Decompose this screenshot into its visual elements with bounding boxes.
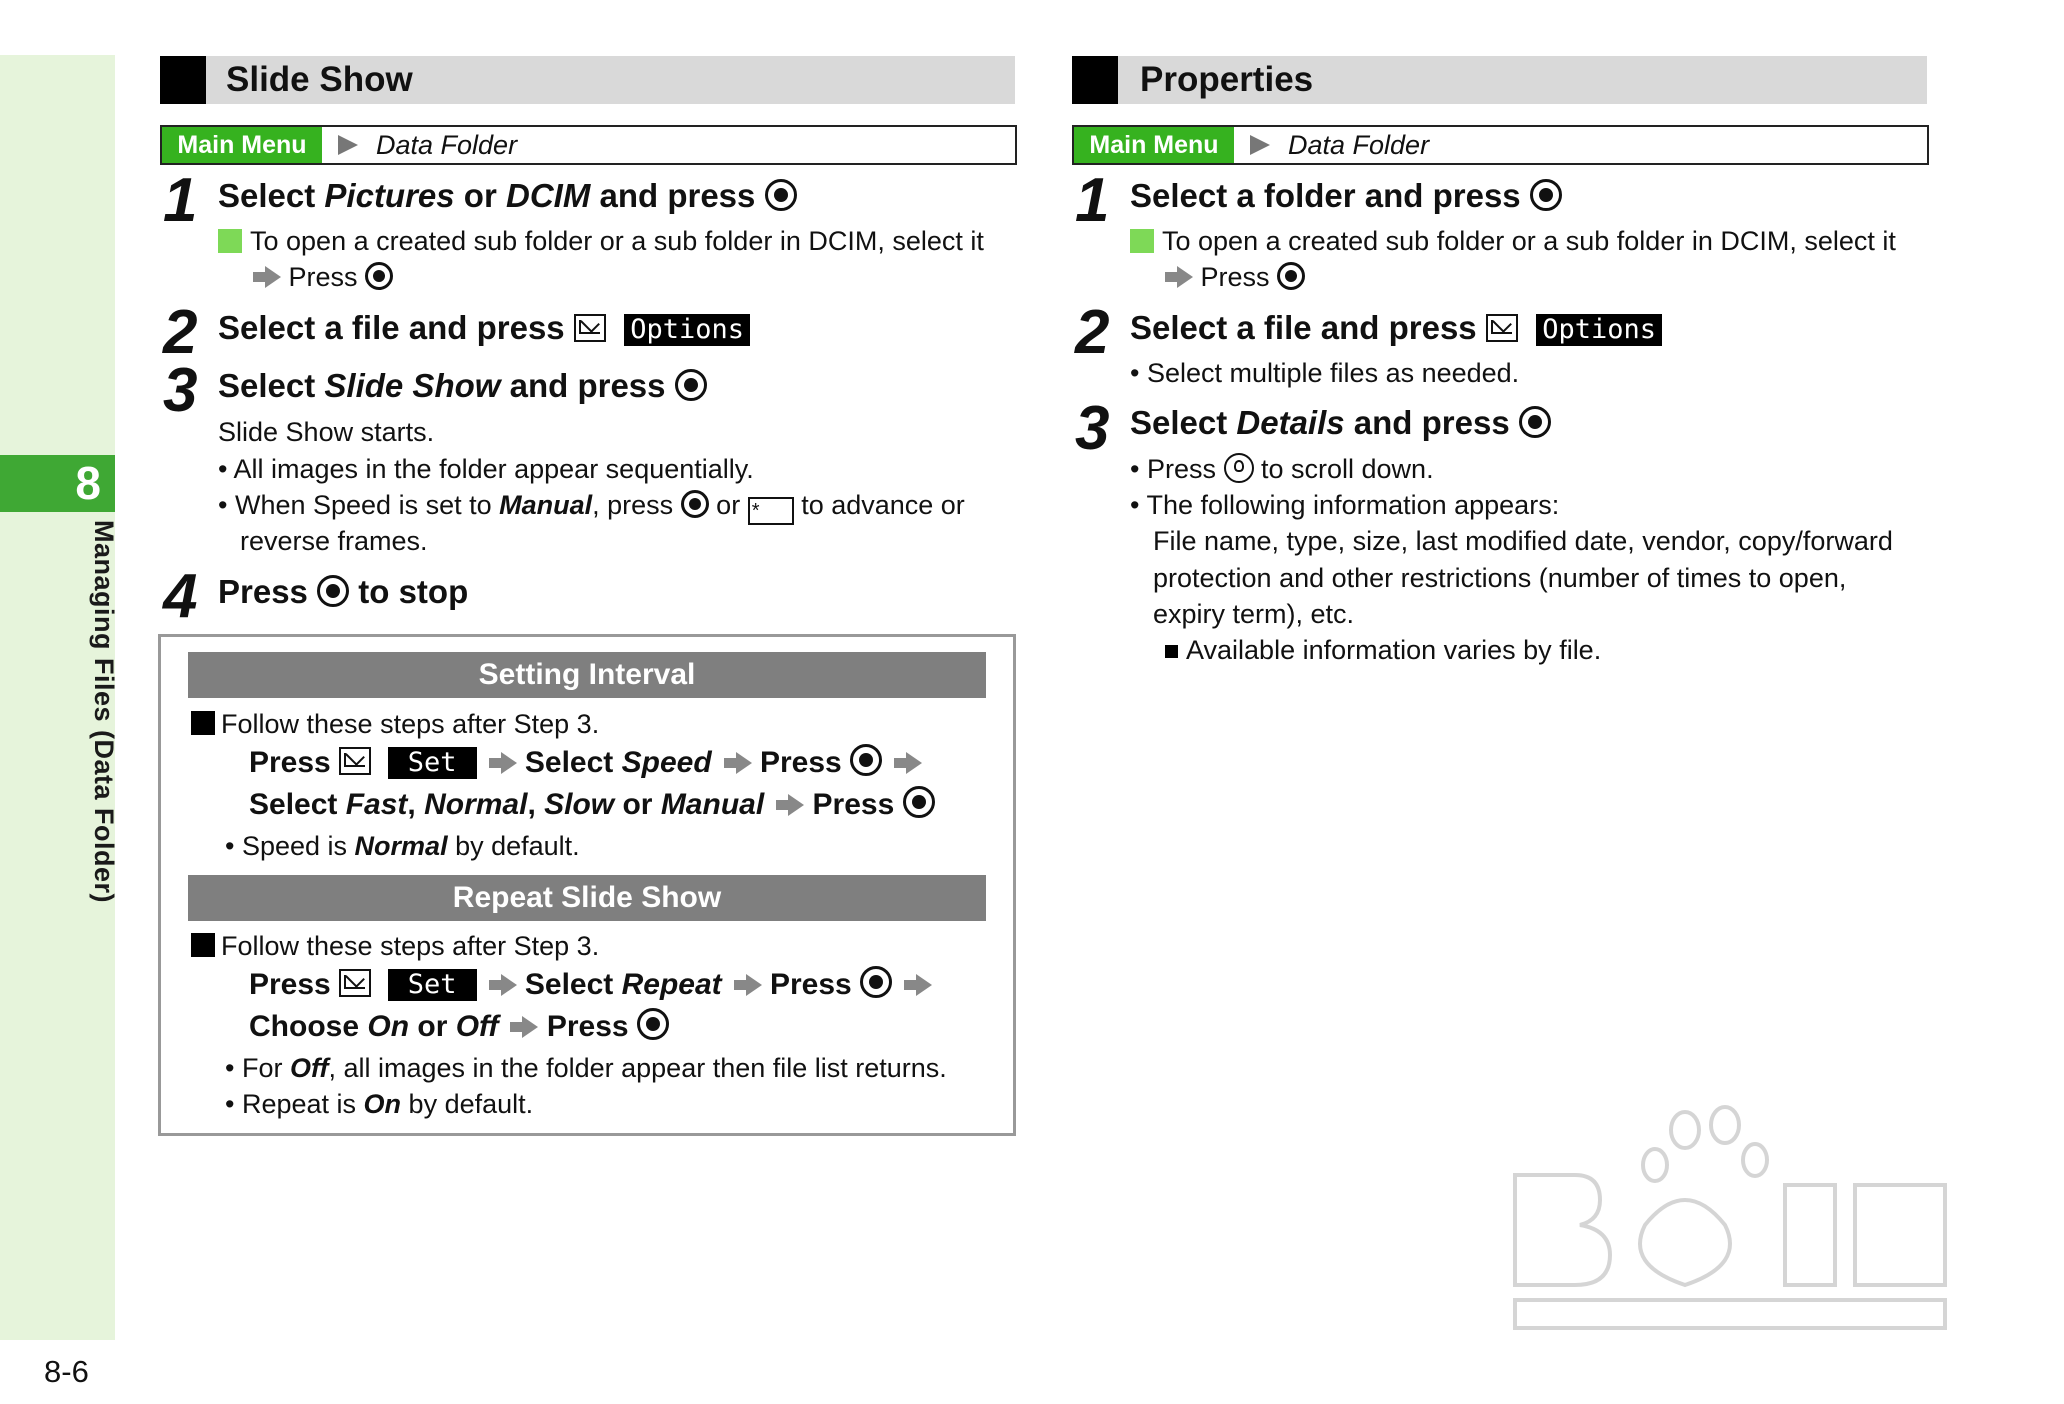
text: For [241, 1053, 290, 1083]
step-text [1130, 176, 1562, 216]
set-softkey: Set [388, 747, 477, 779]
step-number: 4 [163, 562, 198, 631]
page-number: 8-6 [44, 1354, 89, 1389]
arrow-icon [522, 1016, 538, 1038]
repeat-slide-show-header: Repeat Slide Show [188, 875, 986, 921]
text: Select multiple files as needed. [1146, 358, 1520, 388]
set-softkey: Set [388, 969, 477, 1001]
text: Press [218, 573, 318, 610]
square-bullet-icon [191, 933, 215, 957]
text: Pictures [324, 177, 455, 214]
text: Slow [544, 788, 615, 821]
text: or [708, 490, 748, 520]
text: by default. [401, 1089, 534, 1119]
text: Repeat [621, 968, 722, 1001]
text: to stop [349, 573, 469, 610]
center-key-icon [1277, 262, 1305, 290]
text: Select [524, 968, 622, 1001]
mail-key-icon [339, 747, 371, 775]
text: Press [288, 262, 366, 292]
step-number: 2 [1075, 298, 1110, 367]
text: Press [759, 746, 851, 779]
triangle-arrow-icon [1250, 135, 1270, 155]
setting-interval-header: Setting Interval [188, 652, 986, 698]
text: Details [1236, 404, 1345, 441]
bullet: • When Speed is set to Manual, press or * to advance or [218, 488, 965, 525]
bullet: • Press to scroll down. [1130, 454, 1434, 484]
center-key-icon [365, 262, 393, 290]
center-key-icon [1530, 179, 1562, 211]
mail-key-icon [1486, 314, 1518, 342]
arrow-icon [265, 266, 281, 288]
text: Available information varies by file. [1186, 635, 1602, 665]
center-key-icon [850, 744, 882, 776]
text: DCIM [505, 177, 591, 214]
text: Off [455, 1010, 499, 1043]
text: Press [770, 968, 861, 1001]
text: Fast [345, 788, 408, 821]
note-line [255, 260, 393, 294]
arrow-icon [1177, 266, 1193, 288]
text: and press [500, 367, 675, 404]
section-title: Properties [1140, 60, 1314, 99]
text: When Speed is set to [234, 490, 500, 520]
triangle-arrow-icon [338, 135, 358, 155]
main-menu-label: Main Menu [1074, 127, 1234, 163]
text: Press [249, 968, 340, 1001]
text: Press [1146, 454, 1224, 484]
text: Off [289, 1053, 329, 1083]
tip-step-line [249, 965, 932, 1005]
bullet-continuation: reverse frames. [240, 526, 428, 556]
bullet: • Repeat is On by default. [225, 1089, 534, 1119]
section-title: Slide Show [226, 60, 413, 99]
text: Manual [499, 490, 593, 520]
tip-step-line [249, 743, 922, 783]
text: Select [218, 177, 325, 214]
main-menu-label: Main Menu [162, 127, 322, 163]
arrow-icon [736, 752, 752, 774]
chapter-number-tab: 8 [0, 455, 115, 512]
baidu-jingyan-watermark [1485, 1105, 1965, 1335]
text: The following information appears: [1146, 490, 1560, 520]
arrow-icon [916, 974, 932, 996]
text: Speed [621, 746, 712, 779]
text: Select [524, 746, 622, 779]
text: Normal [354, 831, 448, 861]
step-text [218, 176, 797, 216]
note-line [1167, 260, 1305, 294]
bullet: • Select multiple files as needed. [1130, 358, 1520, 388]
text: to scroll down. [1253, 454, 1434, 484]
text: Speed is [241, 831, 355, 861]
square-bullet-icon [1165, 645, 1178, 658]
text: Press [812, 788, 903, 821]
center-key-icon [903, 786, 935, 818]
tips-box [158, 634, 1016, 1136]
step-text [218, 366, 707, 406]
text: , [527, 788, 545, 821]
body-line: Slide Show starts. [218, 417, 435, 447]
text: Press [546, 1010, 637, 1043]
breadcrumb [1072, 125, 1929, 165]
options-softkey: Options [1536, 314, 1662, 346]
tip-intro [191, 707, 599, 741]
bullet: • All images in the folder appear sequentially. [218, 454, 754, 484]
step-number: 3 [163, 356, 198, 425]
arrow-icon [501, 752, 517, 774]
note-line [1130, 224, 1896, 258]
text: Select [249, 788, 346, 821]
note-marker-icon [218, 229, 242, 253]
text: , [407, 788, 425, 821]
text: To open a created sub folder or a sub folder in DCIM, select it [1162, 226, 1896, 256]
text: To open a created sub folder or a sub folder in DCIM, select it [250, 226, 984, 256]
breadcrumb-item: Data Folder [1288, 130, 1430, 160]
text: or [409, 1010, 456, 1043]
bullet: • The following information appears: [1130, 490, 1560, 520]
square-bullet-icon [191, 711, 215, 735]
body-line: expiry term), etc. [1153, 599, 1355, 629]
center-key-icon [860, 966, 892, 998]
center-key-icon [675, 369, 707, 401]
text: All images in the folder appear sequentially. [233, 454, 754, 484]
arrow-icon [788, 794, 804, 816]
bullet: • Speed is Normal by default. [225, 831, 580, 861]
text: Select a file and press [218, 309, 574, 346]
slide-show-header [160, 56, 1015, 104]
step-number: 1 [1075, 166, 1110, 235]
text: and press [590, 177, 765, 214]
breadcrumb-item: Data Folder [376, 130, 518, 160]
mail-key-icon [574, 314, 606, 342]
center-key-icon [637, 1008, 669, 1040]
text: Follow these steps after Step 3. [221, 709, 600, 739]
breadcrumb [160, 125, 1017, 165]
text: Select [218, 367, 325, 404]
text: Choose [249, 1010, 368, 1043]
text: Select a file and press [1130, 309, 1486, 346]
text: Manual [660, 788, 765, 821]
text: , press [592, 490, 681, 520]
note-line [218, 224, 984, 258]
center-key-icon [1519, 406, 1551, 438]
text: and press [1344, 404, 1519, 441]
tip-intro [191, 929, 599, 963]
text: Select a folder and press [1130, 177, 1530, 214]
text: Repeat is [241, 1089, 364, 1119]
text: Select [1130, 404, 1237, 441]
step-text [1130, 403, 1551, 443]
step-text [218, 308, 750, 348]
star-key-icon: * [748, 497, 794, 525]
text: Press [249, 746, 340, 779]
text: by default. [447, 831, 580, 861]
navigation-key-icon [1224, 453, 1254, 483]
step-text [1130, 308, 1662, 348]
arrow-icon [906, 752, 922, 774]
sub-note [1165, 633, 1601, 667]
header-block-marker [1072, 56, 1118, 104]
header-block-marker [160, 56, 206, 104]
tip-step-line [249, 785, 935, 825]
center-key-icon [681, 490, 709, 518]
step-number: 1 [163, 166, 198, 235]
mail-key-icon [339, 969, 371, 997]
text: On [363, 1089, 402, 1119]
properties-header [1072, 56, 1927, 104]
options-softkey: Options [624, 314, 750, 346]
text: or [614, 788, 661, 821]
step-number: 3 [1075, 394, 1110, 463]
text: to advance or [793, 490, 965, 520]
center-key-icon [765, 179, 797, 211]
step-number: 2 [163, 298, 198, 367]
chapter-title: Managing Files (Data Folder) [89, 520, 119, 904]
note-marker-icon [1130, 229, 1154, 253]
text: On [367, 1010, 410, 1043]
text: Slide Show [324, 367, 501, 404]
tip-step-line [249, 1007, 669, 1047]
body-line: File name, type, size, last modified date, vendor, copy/forward [1153, 526, 1893, 556]
arrow-icon [746, 974, 762, 996]
text: Press [1200, 262, 1278, 292]
arrow-icon [501, 974, 517, 996]
text: , all images in the folder appear then file list returns. [328, 1053, 947, 1083]
text: Normal [424, 788, 528, 821]
bullet: • For Off, all images in the folder appear then file list returns. [225, 1053, 947, 1083]
step-text [218, 572, 468, 612]
text: Follow these steps after Step 3. [221, 931, 600, 961]
center-key-icon [317, 575, 349, 607]
body-line: protection and other restrictions (number of times to open, [1153, 563, 1847, 593]
text: or [454, 177, 506, 214]
